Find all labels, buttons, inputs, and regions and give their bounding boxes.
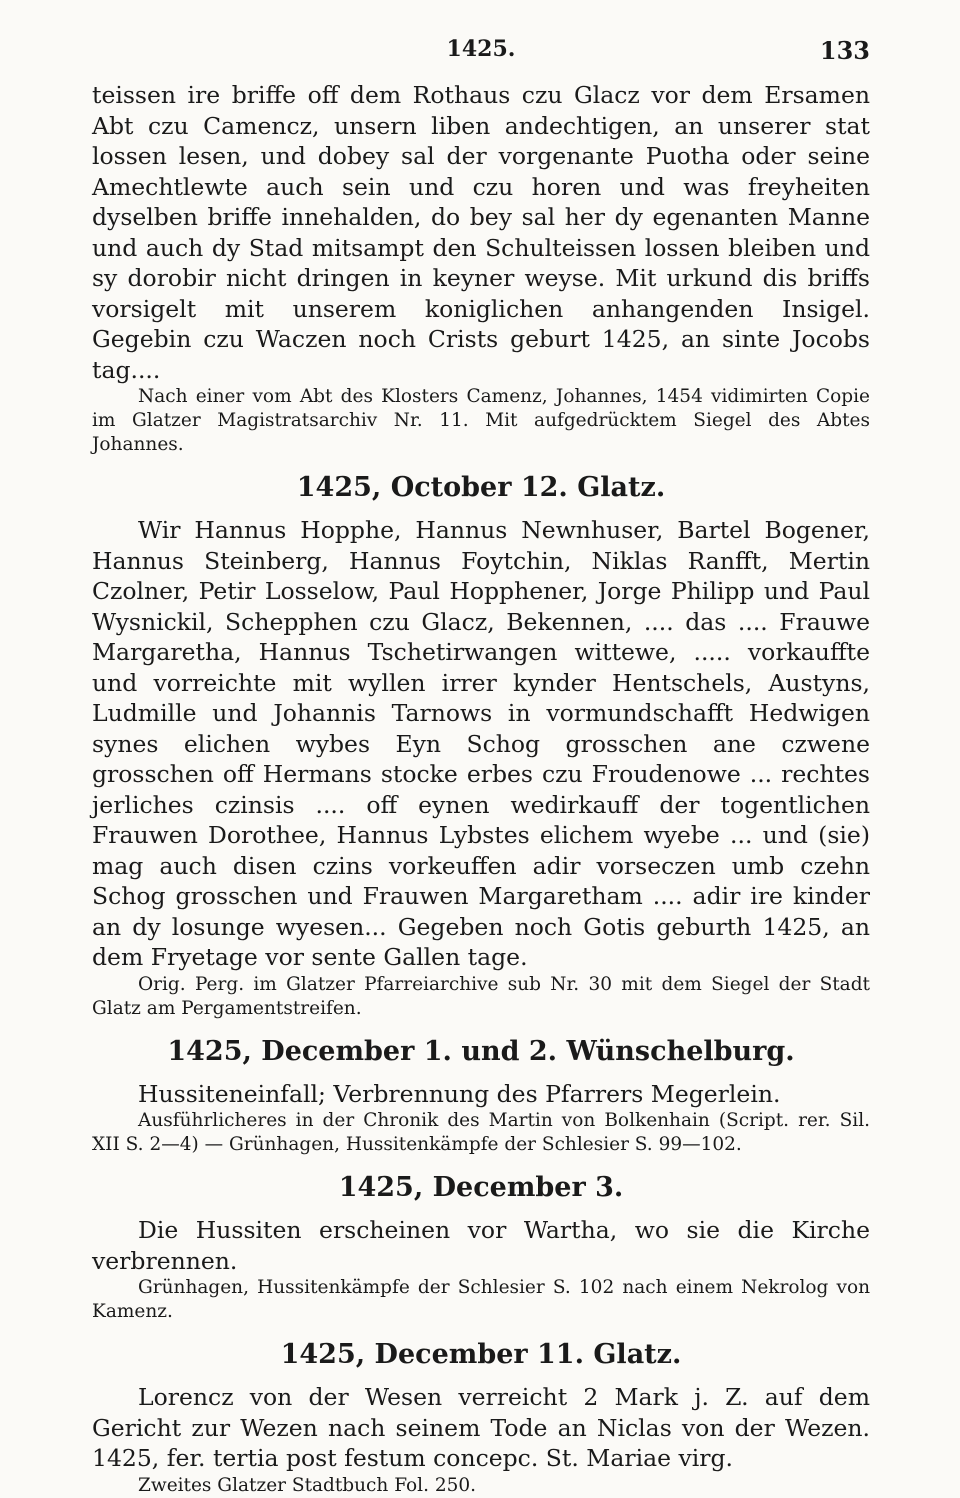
entry-heading-dec-3: 1425, December 3. [338, 1172, 624, 1203]
entry-text-dec-1-2: Hussiteneinfall; Verbrennung des Pfarrers Megerlein. [138, 1079, 781, 1108]
entry-note-dec-1-2: Ausführlicheres in der Chronik des Martin von Bolkenhain (Script. rer. Sil. XII S. 2—4) — Grünhagen, Hussitenkämpfe der Schlesier S. 99—102. [92, 1110, 870, 1155]
document-page [92, 30, 870, 1498]
intro-text: teissen ire briffe off dem Rothaus czu Glacz vor dem Ersamen Abt czu Camencz, unsern liben andechtigen, an unserer stat lossen lesen, und dobey sal der vorgenante Puotha oder seine Amechtlewte auch sein und czu horen und was freyheiten dyselben briffe innehalden, do bey sal her dy egenanten Manne und auch dy Stad mitsampt den Schulteissen lossen bleiben und sy dorobir nicht dringen in keyner weyse. Mit urkund dis briffs vorsigelt mit unserem koniglichen anhangenden Insigel. Gegebin czu Waczen noch Crists geburt 1425, an sinte Jocobs tag.... [92, 81, 870, 384]
page-header [92, 30, 870, 80]
entry-text-oct-12: Wir Hannus Hopphe, Hannus Newnhuser, Bartel Bogener, Hannus Steinberg, Hannus Foytchin, Niklas Ranfft, Mertin Czolner, Petir Losselow, Paul Hopphener, Jorge Philipp und Paul Wysnickil, Schepphen czu Glacz, Bekennen, .... das .... Frauwe Margaretha, Hannus Tschetirwangen wittewe, ..... vorkauffte und vorreichte mit wyllen irrer kynder Hentschels, Austyns, Ludmille und Johannis Tarnows in vormundschafft Hedwigen synes elichen wybes Eyn Schog grosschen ane czwene grosschen off Hermans stocke erbes czu Froudenowe ... rechtes jerliches czinsis .... off eynen wedirkauff der togentlichen Frauwen Dorothee, Hannus Lybstes elichem wyebe ... und (sie) mag auch disen czins vorkeuffen adir vorseczen umb czehn Schog grosschen und Frauwen Margaretham .... adir ire kinder an dy losunge wyesen... Gegeben noch Gotis geburth 1425, an dem Fryetage vor sente Gallen tage. [92, 516, 870, 971]
entry-note-dec-3: Grünhagen, Hussitenkämpfe der Schlesier S. 102 nach einem Nekrolog von Kamenz. [92, 1277, 870, 1322]
entry-note-dec-11: Zweites Glatzer Stadtbuch Fol. 250. [138, 1474, 477, 1496]
entry-text-dec-11: Lorencz von der Wesen verreicht 2 Mark j. Z. auf dem Gericht zur Wezen nach seinem Tode an Niclas von der Wezen. 1425, fer. tertia post festum concepc. St. Mariae virg. [92, 1383, 870, 1472]
entry-heading-dec-11: 1425, December 11. Glatz. [280, 1339, 682, 1370]
running-head-year: 1425. [446, 36, 516, 62]
entry-text-dec-3: Die Hussiten erscheinen vor Wartha, wo sie die Kirche verbrennen. [92, 1216, 870, 1275]
intro-source-note: Nach einer vom Abt des Klosters Camenz, Johannes, 1454 vidimirten Copie im Glatzer Magistratsarchiv Nr. 11. Mit aufgedrücktem Siegel des Abtes Johannes. [92, 386, 870, 455]
entry-note-oct-12: Orig. Perg. im Glatzer Pfarreiarchive sub Nr. 30 mit dem Siegel der Stadt Glatz am Pergamentstreifen. [92, 973, 870, 1019]
entry-heading-dec-1-2: 1425, December 1. und 2. Wünschelburg. [167, 1035, 795, 1067]
page-number: 133 [819, 36, 870, 65]
entry-heading-oct-12: 1425, October 12. Glatz. [296, 472, 666, 503]
